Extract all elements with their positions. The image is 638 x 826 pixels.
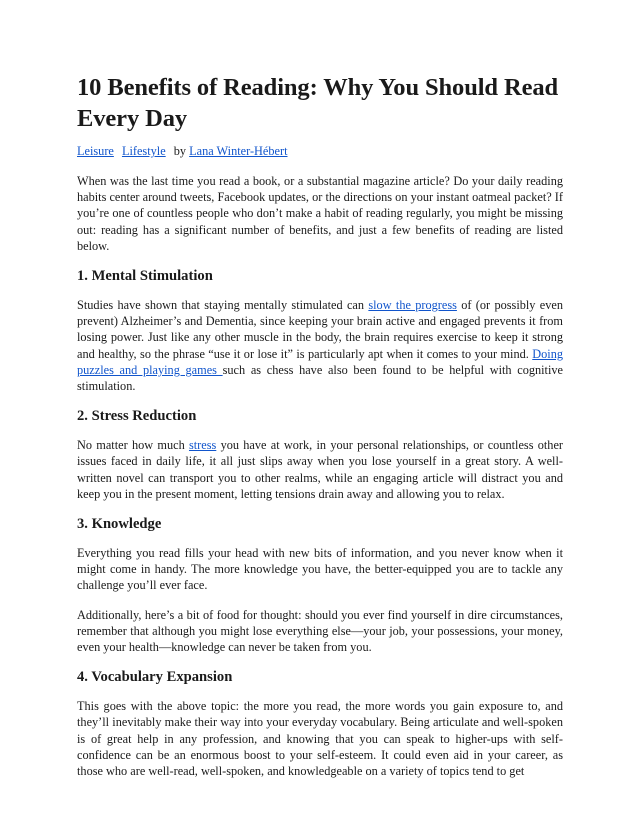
article-title: 10 Benefits of Reading: Why You Should Read Every Day [77,74,559,132]
text-run: you have at work, in your personal relationships, or countless other issues faced in daily life, it all just slips away when you lose yourself in a great story. A well-written novel can transport you to other realms, while an engaging article will distract you and keep you in the present moment, letting tensions drain away and allowing you to relax. [77,438,564,501]
text-run: No matter how much [77,438,189,453]
text-run: such as chess have also been found to be helpful with cognitive stimulation. [77,362,563,394]
stress-link[interactable]: stress [188,438,217,453]
article-body [77,72,563,792]
text-run: of (or possibly even prevent) Alzheimer’s and Dementia, since keeping your brain active and engaged prevents it from losing power. Just like any other muscle in the body, the brain requires exercise to keep it strong and healthy, so the phrase “use it or lose it” is particularly apt when it comes to your mind. [77,298,563,361]
intro-paragraph: When was the last time you read a book, or a substantial magazine article? Do your daily reading habits center around tweets, Facebook updates, or the directions on your instant oatmeal packet? If you’re one of countless people who don’t make a habit of reading regularly, you might be missing out: reading has a significant number of benefits, and just a few benefits of reading are listed below. [77,174,563,253]
puzzles-games-link[interactable]: Doing puzzles and playing games [77,346,563,377]
slow-the-progress-link[interactable]: slow the progress [368,298,457,313]
category-link-lifestyle[interactable]: Lifestyle [121,144,166,158]
stress-reduction-paragraph [77,437,563,502]
vocabulary-paragraph: This goes with the above topic: the more you read, the more words you gain exposure to, and they’ll inevitably make their way into your everyday vocabulary. Being articulate and well-spoken is of great help in any profession, and knowing that you can speak to higher-ups with self-confidence can be an enormous boost to your self-esteem. It could even aid in your career, as those who are well-read, well-spoken, and knowledgeable on a variety of topics tend to get [77,699,563,779]
article-meta [77,143,563,159]
section-heading-stress-reduction: 2. Stress Reduction [77,408,197,425]
text-run: Studies have shown that staying mentally stimulated can [77,298,369,313]
category-link-leisure[interactable]: Leisure [77,144,114,158]
knowledge-paragraph-2: Additionally, here’s a bit of food for thought: should you ever find yourself in dire circumstances, remember that although you might lose everything else—your job, your possessions, your money, even your health—knowledge can never be taken from you. [77,607,563,655]
section-heading-vocabulary-expansion: 4. Vocabulary Expansion [77,669,233,686]
author-link[interactable]: Lana Winter-Hébert [189,144,288,158]
section-heading-mental-stimulation: 1. Mental Stimulation [77,268,213,285]
mental-stimulation-paragraph [77,297,563,394]
section-heading-knowledge: 3. Knowledge [77,516,162,533]
knowledge-paragraph-1: Everything you read fills your head with new bits of information, and you never know when it might come in handy. The more knowledge you have, the better-equipped you are to tackle any challenge you’ll ever face. [77,546,563,593]
byline-prefix: by [173,144,187,158]
